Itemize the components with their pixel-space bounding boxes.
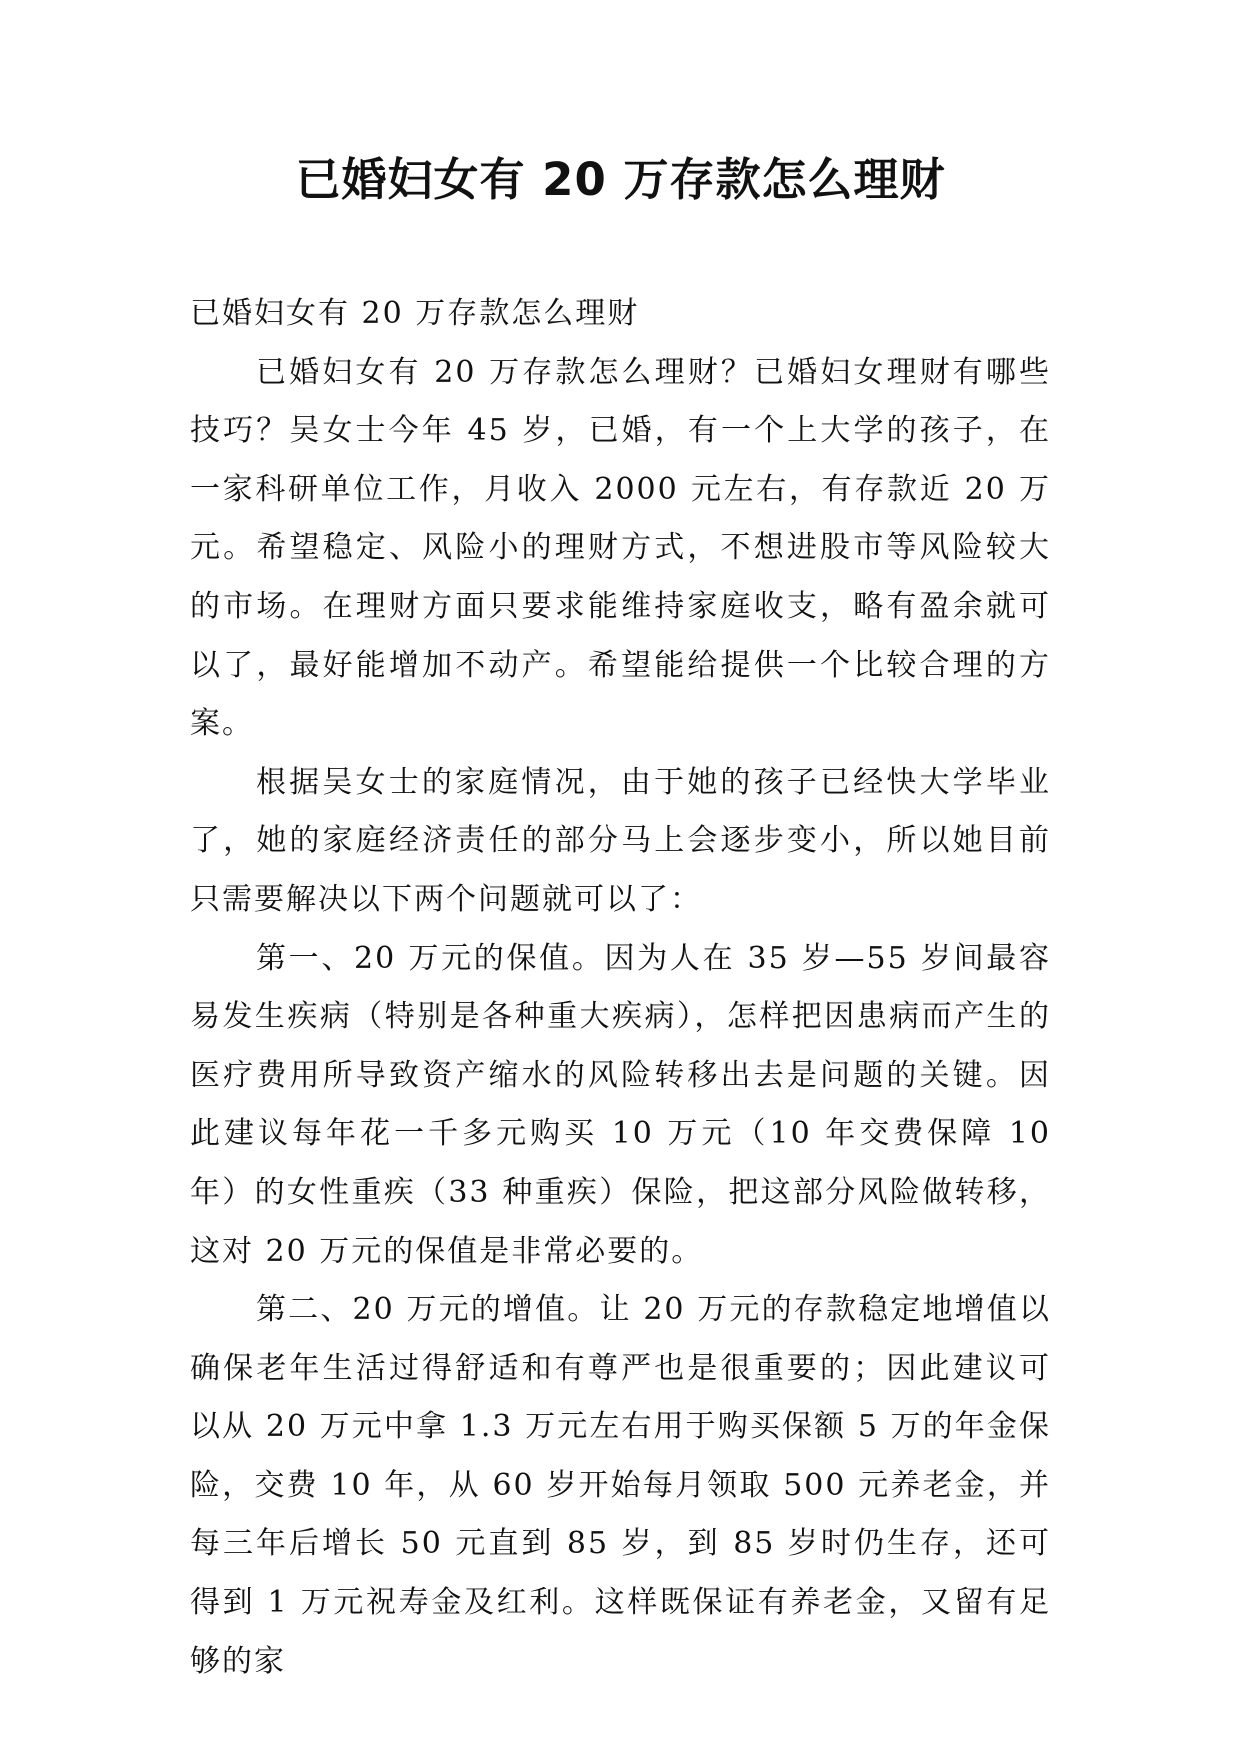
document-title: 已婚妇女有 20 万存款怎么理财 — [295, 153, 946, 206]
document-body — [190, 285, 1051, 1691]
paragraph-analysis: 根据吴女士的家庭情况，由于她的孩子已经快大学毕业了，她的家庭经济责任的部分马上会逐步变小，所以她目前只需要解决以下两个问题就可以了： — [190, 764, 1051, 917]
paragraph-intro: 已婚妇女有 20 万存款怎么理财？已婚妇女理财有哪些技巧？吴女士今年 45 岁，已婚，有一个上大学的孩子，在一家科研单位工作，月收入 2000 元左右，有存款近 20 万元。希望稳定、风险小的理财方式，不想进股市等风险较大的市场。在理财方面只要求能维持家庭收支，略有盈余就可以了，最好能增加不动产。希望能给提供一个比较合理的方案。 — [190, 354, 1051, 742]
paragraph-second-point: 第二、20 万元的增值。让 20 万元的存款稳定地增值以确保老年生活过得舒适和有尊严也是很重要的；因此建议可以从 20 万元中拿 1.3 万元左右用于购买保额 5 万的年金保险，交费 10 年，从 60 岁开始每月领取 500 元养老金，并每三年后增长 50 元直到 85 岁，到 85 岁时仍生存，还可得到 1 万元祝寿金及红利。这样既保证有养老金，又留有足够的家 — [190, 1292, 1051, 1679]
paragraph-first-point: 第一、20 万元的保值。因为人在 35 岁—55 岁间最容易发生疾病（特别是各种重大疾病），怎样把因患病而产生的医疗费用所导致资产缩水的风险转移出去是问题的关键。因此建议每年花一千多元购买 10 万元（10 年交费保障 10 年）的女性重疾（33 种重疾）保险，把这部分风险做转移，这对 20 万元的保值是非常必要的。 — [190, 940, 1051, 1269]
document-subtitle: 已婚妇女有 20 万存款怎么理财 — [190, 296, 640, 331]
